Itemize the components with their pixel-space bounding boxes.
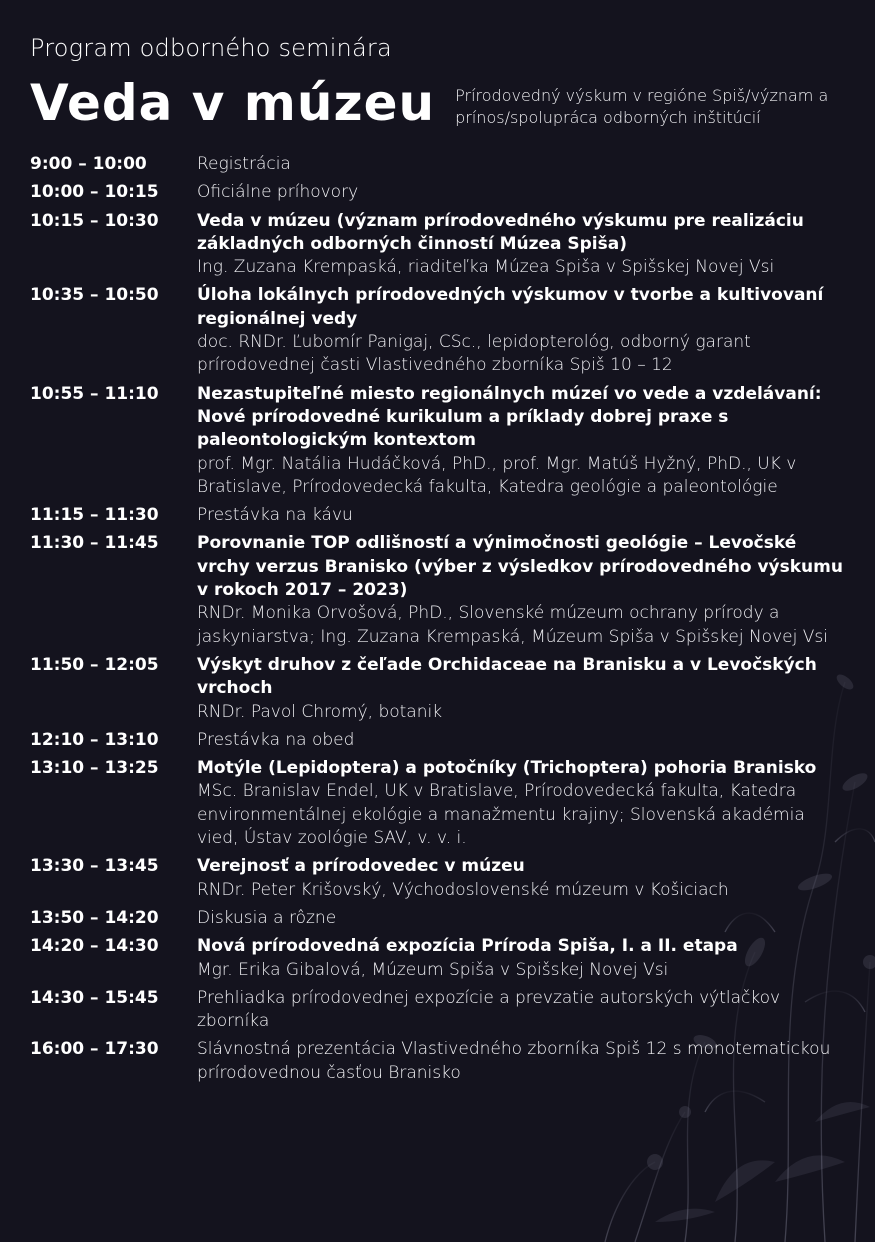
- talk: [197, 855, 845, 902]
- talk: [197, 284, 845, 377]
- schedule-item: Prestávka na obed: [197, 729, 355, 750]
- talk: [197, 383, 845, 499]
- schedule-time: 10:55 – 11:10: [30, 383, 159, 404]
- talk-title: Výskyt druhov z čeľade Orchidaceae na Branisku a v Levočských vrchoch: [197, 654, 817, 699]
- schedule-row: [30, 729, 845, 752]
- schedule-row: [30, 654, 845, 724]
- schedule-time: 14:20 – 14:30: [30, 936, 159, 957]
- talk: [197, 757, 845, 850]
- schedule-row: [30, 855, 845, 902]
- schedule-row: [30, 987, 845, 1034]
- schedule-row: [30, 383, 845, 499]
- talk-title: Veda v múzeu (význam prírodovedného výskumu pre realizáciu základných odborných činností Múzea Spiša): [197, 210, 804, 254]
- schedule-row: [30, 757, 845, 850]
- schedule-row: [30, 907, 845, 930]
- schedule-row: [30, 284, 845, 377]
- talk: [197, 654, 845, 724]
- schedule-time: 10:35 – 10:50: [30, 285, 159, 306]
- schedule-row: [30, 1038, 845, 1085]
- talk: [197, 532, 845, 648]
- schedule-item: Prestávka na kávu: [197, 505, 353, 526]
- talk-title: Úloha lokálnych prírodovedných výskumov v tvorbe a kultivovaní regionálnej vedy: [197, 285, 824, 329]
- schedule-time: 13:50 – 14:20: [30, 907, 159, 928]
- talk-speaker: Mgr. Erika Gibalová, Múzeum Spiša v Spišskej Novej Vsi: [197, 959, 669, 980]
- schedule-item: Slávnostná prezentácia Vlastivedného zborníka Spiš 12 s monotematickou prírodovednou časťou Branisko: [197, 1039, 831, 1083]
- schedule-row: [30, 181, 845, 204]
- talk-title: Nová prírodovedná expozícia Príroda Spiša, I. a II. etapa: [197, 936, 738, 957]
- talk-speaker: MSc. Branislav Endel, UK v Bratislave, Prírodovedecká fakulta, Katedra environmentálnej ekológie a manažmentu krajiny; Slovenská akadémia vied, Ústav zoológie SAV, v. v. i.: [197, 781, 805, 849]
- talk: [197, 935, 845, 982]
- talk-title: Motýle (Lepidoptera) a potočníky (Trichoptera) pohoria Branisko: [197, 758, 817, 779]
- schedule-row: [30, 935, 845, 982]
- schedule-item: Oficiálne príhovory: [197, 182, 359, 203]
- schedule-time: 10:15 – 10:30: [30, 210, 159, 231]
- schedule-time: 13:30 – 13:45: [30, 856, 159, 877]
- schedule-time: 10:00 – 10:15: [30, 182, 159, 203]
- header: [30, 30, 850, 136]
- schedule-row: [30, 532, 845, 648]
- schedule-item: Diskusia a rôzne: [197, 907, 337, 928]
- schedule-row: [30, 210, 845, 280]
- talk-speaker: RNDr. Monika Orvošová, PhD., Slovenské múzeum ochrany prírody a jaskyniarstva; Ing. Zuzana Krempaská, Múzeum Spiša v Spišskej Novej Vsi: [197, 603, 828, 647]
- schedule-time: 11:30 – 11:45: [30, 533, 159, 554]
- schedule-row: [30, 504, 845, 527]
- schedule-time: 11:15 – 11:30: [30, 505, 159, 526]
- schedule-item: Prehliadka prírodovednej expozície a prevzatie autorských výtlačkov zborníka: [197, 987, 781, 1032]
- schedule-time: 16:00 – 17:30: [30, 1039, 159, 1060]
- title-row: [30, 70, 850, 136]
- talk-title: Porovnanie TOP odlišností a výnimočnosti geológie – Levočské vrchy verzus Branisko (výber z výsledkov prírodovedného výskumu v rokoch 2017 – 2023): [197, 533, 843, 601]
- talk-speaker: doc. RNDr. Ľubomír Panigaj, CSc., lepidopterológ, odborný garant prírodovednej časti Vlastivedného zborníka Spiš 10 – 12: [197, 332, 751, 376]
- schedule-time: 9:00 – 10:00: [30, 154, 147, 174]
- page-subtitle: Prírodovedný výskum v regióne Spiš/význam a prínos/spolupráca odborných inštitúcií: [455, 86, 829, 127]
- schedule-time: 13:10 – 13:25: [30, 758, 159, 779]
- schedule-list: [30, 153, 845, 1090]
- talk-speaker: RNDr. Pavol Chromý, botanik: [197, 701, 443, 722]
- schedule-row: [30, 153, 845, 176]
- talk: [197, 210, 845, 280]
- talk-title: Nezastupiteľné miesto regionálnych múzeí vo vede a vzdelávaní: Nové prírodovedné kurikulum a príklady dobrej praxe s paleontologickým kontextom: [197, 383, 822, 451]
- page-title: Veda v múzeu: [30, 74, 436, 132]
- schedule-item: Registrácia: [197, 154, 291, 174]
- talk-speaker: Ing. Zuzana Krempaská, riaditeľka Múzea Spiša v Spišskej Novej Vsi: [197, 257, 775, 278]
- schedule-time: 12:10 – 13:10: [30, 729, 159, 750]
- talk-speaker: RNDr. Peter Krišovský, Východoslovenské múzeum v Košiciach: [197, 879, 729, 900]
- talk-title: Verejnosť a prírodovedec v múzeu: [197, 856, 525, 877]
- seminar-kicker: Program odborného seminára: [30, 34, 392, 62]
- schedule-time: 11:50 – 12:05: [30, 654, 159, 675]
- schedule-time: 14:30 – 15:45: [30, 987, 159, 1008]
- talk-speaker: prof. Mgr. Natália Hudáčková, PhD., prof. Mgr. Matúš Hyžný, PhD., UK v Bratislave, Prírodovedecká fakulta, Katedra geológie a paleontológie: [197, 453, 797, 497]
